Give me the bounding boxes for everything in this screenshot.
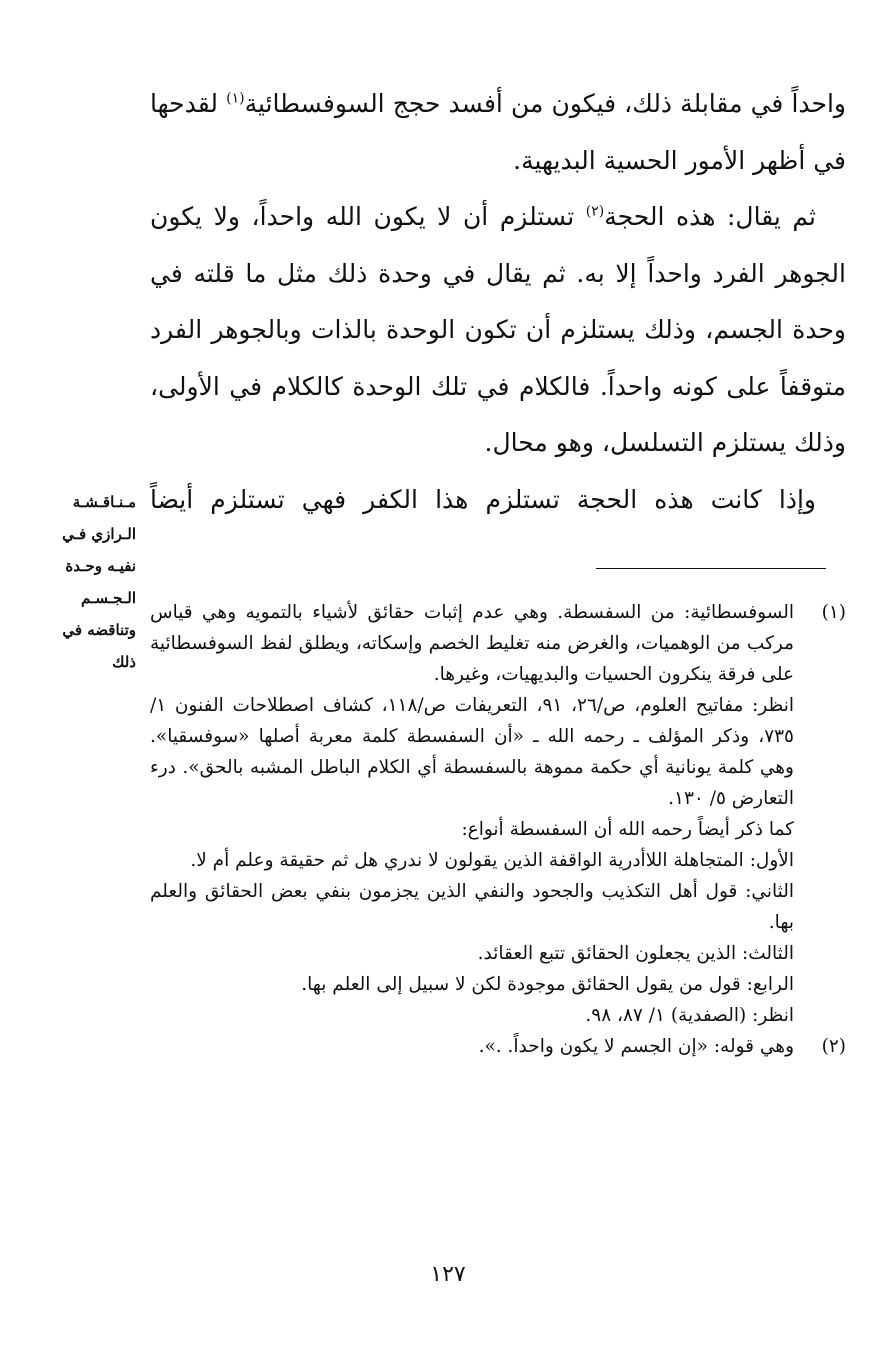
footnote-1-line: الثالث: الذين يجعلون الحقائق تتبع العقائد. xyxy=(477,943,794,964)
footnote-ref-2[interactable]: (٢) xyxy=(585,203,605,220)
main-text xyxy=(150,76,846,528)
footnote-1-line: انظر: مفاتيح العلوم، ص/٢٦، ٩١، التعريفات ص/١١٨، كشاف اصطلاحات الفنون ١/ ٧٣٥، وذكر المؤلف ـ رحمه الله ـ «أن السفسطة كلمة معربة أصلها «سوفسقيا». وهي كلمة يونانية أي حكمة مموهة بالسفسطة أي الكلام الباطل المشبه بالحق». درء التعارض ٥/ ١٣٠. xyxy=(150,695,794,809)
page-number: ١٢٧ xyxy=(430,1262,466,1287)
footnote-2-number: (٢) xyxy=(821,1036,846,1057)
footnote-ref-1[interactable]: (١) xyxy=(226,90,245,107)
footnote-2 xyxy=(150,1031,846,1062)
paragraph-3: وإذا كانت هذه الحجة تستلزم هذا الكفر فهي تستلزم أيضاً xyxy=(150,484,816,514)
footnote-1-line: انظر: (الصفدية) ١/ ٨٧، ٩٨. xyxy=(585,1005,794,1026)
footnote-2-text: وهي قوله: «إن الجسم لا يكون واحداً. .». xyxy=(478,1036,794,1057)
paragraph-1-text-a: واحداً في مقابلة ذلك، فيكون من أفسد حجج السوفسطائية xyxy=(244,89,846,118)
margin-note-line: ذلك xyxy=(112,653,136,671)
paragraph-2 xyxy=(150,189,846,472)
footnote-separator xyxy=(596,568,826,569)
footnote-1-number: (١) xyxy=(821,602,846,623)
margin-note-line: الـرازي فـي xyxy=(62,525,136,543)
margin-note-line: نفيـه وحـدة xyxy=(65,557,136,575)
paragraph-2-text-b: تستلزم أن لا يكون الله واحداً، ولا يكون الجوهر الفرد واحداً إلا به. ثم يقال في وحدة ذلك مثل ما قلته في وحدة الجسم، وذلك يستلزم أن تكون الوحدة بالذات وبالجوهر الفرد متوقفاً على كونه واحداً. فالكلام في تلك الوحدة كالكلام في الأولى، وذلك يستلزم التسلسل، وهو محال. xyxy=(150,202,846,457)
footnote-1-line: الرابع: قول من يقول الحقائق موجودة لكن لا سبيل إلى العلم بها. xyxy=(301,974,794,995)
footnote-1-line: الأول: المتجاهلة اللاأدرية الواقفة الذين يقولون لا ندري هل ثم حقيقة وعلم أم لا. xyxy=(190,850,794,871)
margin-note-line: مـنـاقـشـة xyxy=(72,493,136,511)
footnote-1 xyxy=(150,597,846,1031)
footnote-1-line: السوفسطائية: من السفسطة. وهي عدم إثبات حقائق لأشياء بالتمويه وهي قياس مركب من الوهميات، والغرض منه تغليط الخصم وإسكاته، ويطلق لفظ السوفسطائية على فرقة ينكرون الحسيات والبديهيات، وغيرها. xyxy=(150,602,794,685)
paragraph-1 xyxy=(150,76,846,189)
footnote-1-line: الثاني: قول أهل التكذيب والجحود والنفي الذين يجزمون بنفي بعض الحقائق والعلم بها. xyxy=(150,881,794,933)
footnotes xyxy=(150,597,846,1062)
margin-note xyxy=(40,486,136,678)
footnote-1-line: كما ذكر أيضاً رحمه الله أن السفسطة أنواع: xyxy=(461,819,794,840)
paragraph-1-text-b: لقدحها في أظهر الأمور الحسية البديهية. xyxy=(150,89,846,175)
paragraph-2-text-a: ثم يقال: هذه الحجة xyxy=(604,202,816,231)
margin-note-line: الـجـسـم xyxy=(81,589,136,607)
margin-note-line: وتناقضه في xyxy=(62,621,136,639)
